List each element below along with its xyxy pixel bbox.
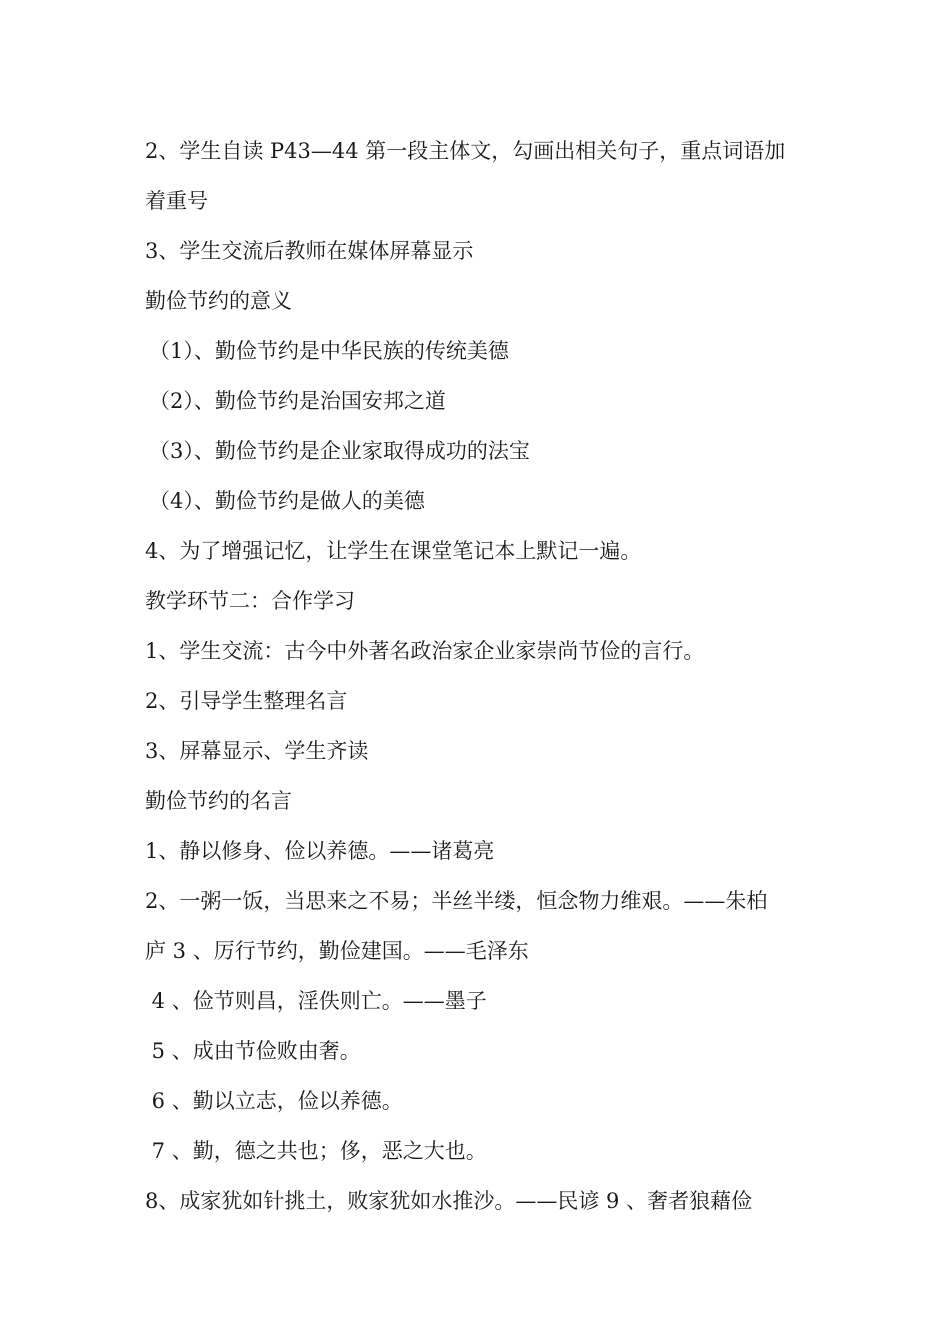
text-line: 3、学生交流后教师在媒体屏幕显示 [145,239,474,263]
quote-item: 5 、成由节俭败由奢。 [145,1039,361,1063]
text-line: 1、学生交流：古今中外著名政治家企业家崇尚节俭的言行。 [145,639,705,663]
quote-item: 8、成家犹如针挑土，败家犹如水推沙。——民谚 9 、奢者狼藉俭 [145,1189,753,1213]
document-body [145,130,815,1230]
quote-item: 1、静以修身、俭以养德。——诸葛亮 [145,839,495,863]
list-item: （4）、勤俭节约是做人的美德 [149,489,425,513]
list-item: （3）、勤俭节约是企业家取得成功的法宝 [149,439,530,463]
section-heading: 教学环节二：合作学习 [145,589,355,613]
quote-item: 6 、勤以立志，俭以养德。 [145,1089,403,1113]
text-line: 2、学生自读 P43—44 第一段主体文，勾画出相关句子，重点词语加 [145,139,786,163]
quote-item: 4 、俭节则昌，淫佚则亡。——墨子 [145,989,487,1013]
quote-item: 7 、勤，德之共也；侈，恶之大也。 [145,1139,487,1163]
text-line: 3、屏幕显示、学生齐读 [145,739,369,763]
quote-item: 庐 3 、厉行节约，勤俭建国。——毛泽东 [145,939,529,963]
quote-item: 2、一粥一饭，当思来之不易；半丝半缕，恒念物力维艰。——朱柏 [145,889,768,913]
text-line: 2、引导学生整理名言 [145,689,348,713]
section-heading: 勤俭节约的意义 [145,289,292,313]
list-item: （1）、勤俭节约是中华民族的传统美德 [149,339,509,363]
text-line: 4、为了增强记忆，让学生在课堂笔记本上默记一遍。 [145,539,642,563]
text-line: 着重号 [145,189,208,213]
section-heading: 勤俭节约的名言 [145,789,292,813]
list-item: （2）、勤俭节约是治国安邦之道 [149,389,446,413]
